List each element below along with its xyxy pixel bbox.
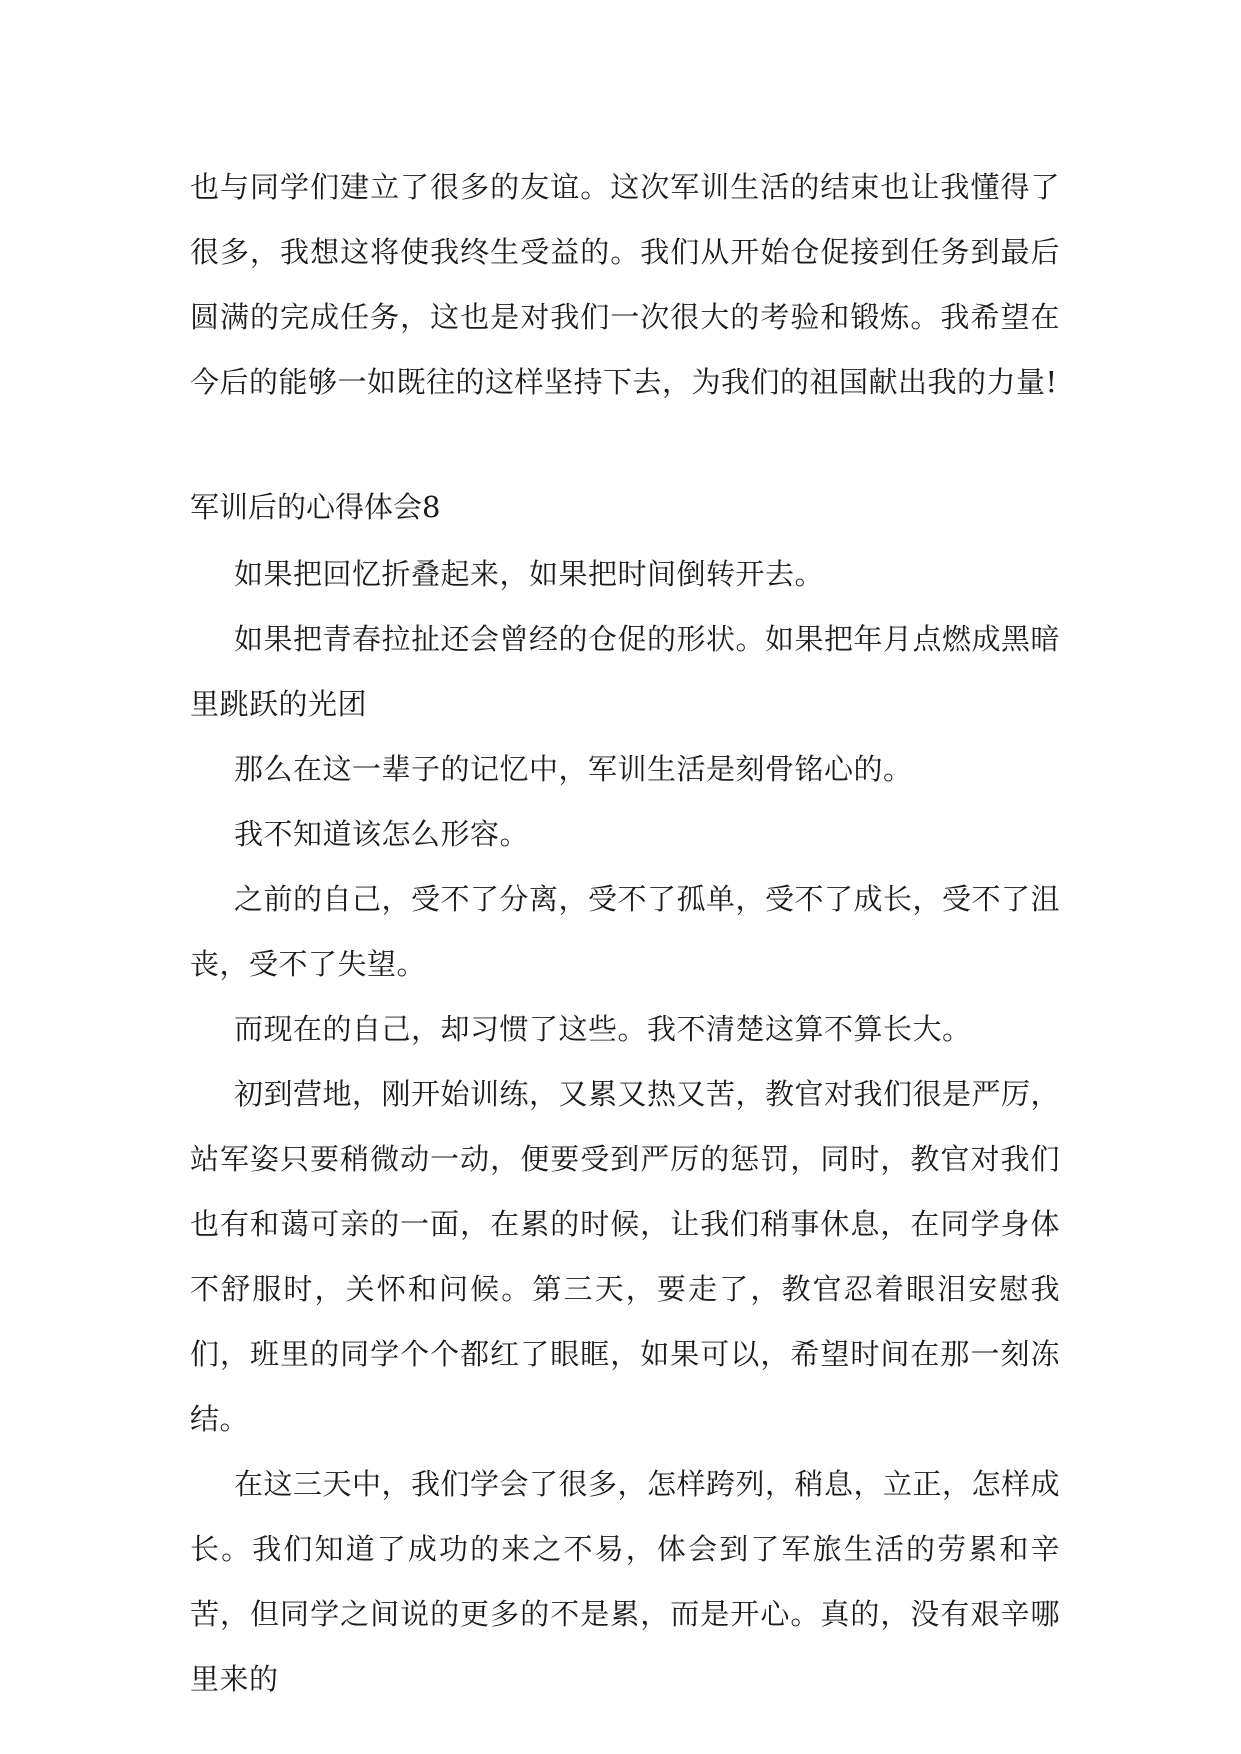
text-block-body — [190, 542, 1060, 1712]
paragraph-continued: 也与同学们建立了很多的友谊。这次军训生活的结束也让我懂得了很多，我想这将使我终生受益的。我们从开始仓促接到任务到最后圆满的完成任务，这也是对我们一次很大的考验和锻炼。我希望在今后的能够一如既往的这样坚持下去，为我们的祖国献出我的力量! — [190, 170, 1060, 399]
paragraph: 如果把回忆折叠起来，如果把时间倒转开去。 — [234, 557, 825, 591]
paragraph: 那么在这一辈子的记忆中，军训生活是刻骨铭心的。 — [234, 752, 913, 786]
paragraph: 我不知道该怎么形容。 — [234, 817, 530, 851]
paragraph: 在这三天中，我们学会了很多，怎样跨列，稍息，立正，怎样成长。我们知道了成功的来之不易，体会到了军旅生活的劳累和辛苦，但同学之间说的更多的不是累，而是开心。真的，没有艰辛哪里来的 — [190, 1467, 1061, 1696]
section-heading: 军训后的心得体会8 — [190, 490, 441, 524]
paragraph: 之前的自己，受不了分离，受不了孤单，受不了成长，受不了沮丧，受不了失望。 — [190, 882, 1061, 981]
text-block-continued — [190, 155, 1060, 415]
paragraph: 初到营地，刚开始训练，又累又热又苦，教官对我们很是严厉，站军姿只要稍微动一动，便要受到严厉的惩罚，同时，教官对我们也有和蔼可亲的一面，在累的时候，让我们稍事休息，在同学身体不舒服时，关怀和问候。第三天，要走了，教官忍着眼泪安慰我们，班里的同学个个都红了眼眶，如果可以，希望时间在那一刻冻结。 — [190, 1077, 1061, 1436]
paragraph: 如果把青春拉扯还会曾经的仓促的形状。如果把年月点燃成黑暗里跳跃的光团 — [190, 622, 1061, 721]
paragraph: 而现在的自己，却习惯了这些。我不清楚这算不算长大。 — [234, 1012, 972, 1046]
